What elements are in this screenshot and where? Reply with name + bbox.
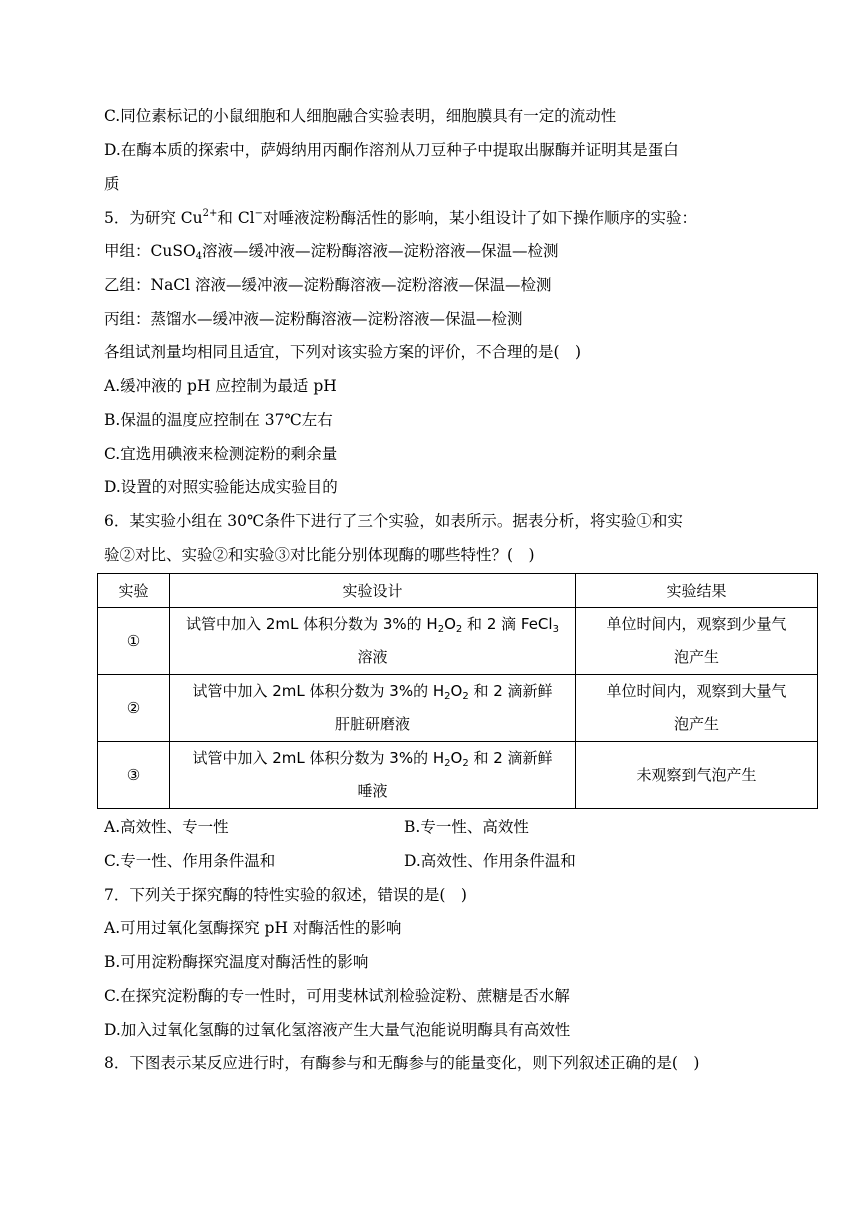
- table-row: [98, 608, 818, 675]
- row-design: 试管中加入 2mL 体积分数为 3%的 $H_2O_2$ 和 2 滴新鲜 肝脏研磨液: [170, 675, 576, 742]
- q7-option-c: C.在探究淀粉酶的专一性时，可用斐林试剂检验淀粉、蔗糖是否水解: [104, 987, 570, 1005]
- q7-option-a: A.可用过氧化氢酶探究 pH 对酶活性的影响: [104, 919, 402, 937]
- q5-option-b: B.保温的温度应控制在 37℃左右: [104, 411, 333, 429]
- q7-option-b: B.可用淀粉酶探究温度对酶活性的影响: [104, 953, 369, 971]
- row-result: 单位时间内，观察到大量气 泡产生: [576, 675, 818, 742]
- q5-stem: 5．为研究 $Cu^{2+}$和 Cl−对唾液淀粉酶活性的影响，某小组设计了如下操作顺序的实验：: [104, 208, 698, 227]
- q6-option-d: D.高效性、作用条件温和: [404, 852, 576, 870]
- q4-option-c: C.同位素标记的小鼠细胞和人细胞融合实验表明，细胞膜具有一定的流动性: [104, 107, 617, 125]
- table-header-row: [98, 574, 818, 608]
- row-design: 试管中加入 2mL 体积分数为 3%的 $H_2O_2$ 和 2 滴 FeCl$_3$ 溶液: [170, 608, 576, 675]
- row-result: 未观察到气泡产生: [576, 742, 818, 809]
- q5-group-b: 乙组：NaCl 溶液—缓冲液—淀粉酶溶液—淀粉溶液—保温—检测: [104, 276, 552, 294]
- q6-option-c: C.专一性、作用条件温和: [104, 852, 276, 870]
- row-design: 试管中加入 2mL 体积分数为 3%的 $H_2O_2$ 和 2 滴新鲜 唾液: [170, 742, 576, 809]
- q5-question: 各组试剂量均相同且适宜，下列对该实验方案的评价，不合理的是( ): [104, 343, 582, 361]
- row-id: ①: [98, 608, 170, 675]
- q5-option-a: A.缓冲液的 pH 应控制为最适 pH: [104, 377, 337, 395]
- q6-stem-line2: 验②对比、实验②和实验③对比能分别体现酶的哪些特性？( ): [104, 546, 535, 564]
- q5-option-d: D.设置的对照实验能达成实验目的: [104, 478, 338, 496]
- q6-option-b: B.专一性、高效性: [404, 818, 529, 836]
- q5-group-c: 丙组：蒸馏水—缓冲液—淀粉酶溶液—淀粉溶液—保温—检测: [104, 310, 523, 328]
- header-design: 实验设计: [170, 574, 576, 608]
- q4-option-d-line2: 质: [104, 175, 120, 193]
- q4-option-d-line1: D.在酶本质的探索中，萨姆纳用丙酮作溶剂从刀豆种子中提取出脲酶并证明其是蛋白: [104, 141, 679, 159]
- q6-option-a: A.高效性、专一性: [104, 818, 229, 836]
- table-row: [98, 675, 818, 742]
- row-id: ②: [98, 675, 170, 742]
- header-result: 实验结果: [576, 574, 818, 608]
- q5-group-a: 甲组：CuSO$_4$溶液—缓冲液—淀粉酶溶液—淀粉溶液—保温—检测: [104, 242, 559, 262]
- q7-stem: 7．下列关于探究酶的特性实验的叙述，错误的是( ): [104, 886, 467, 904]
- q7-option-d: D.加入过氧化氢酶的过氧化氢溶液产生大量气泡能说明酶具有高效性: [104, 1021, 571, 1039]
- header-experiment: 实验: [98, 574, 170, 608]
- q6-stem-line1: 6．某实验小组在 30℃条件下进行了三个实验，如表所示。据表分析，将实验①和实: [104, 512, 683, 530]
- q5-option-c: C.宜选用碘液来检测淀粉的剩余量: [104, 445, 338, 463]
- row-result: 单位时间内，观察到少量气 泡产生: [576, 608, 818, 675]
- q8-stem: 8．下图表示某反应进行时，有酶参与和无酶参与的能量变化，则下列叙述正确的是( ): [104, 1054, 700, 1072]
- row-id: ③: [98, 742, 170, 809]
- table-row: [98, 742, 818, 809]
- experiment-table: [97, 573, 818, 809]
